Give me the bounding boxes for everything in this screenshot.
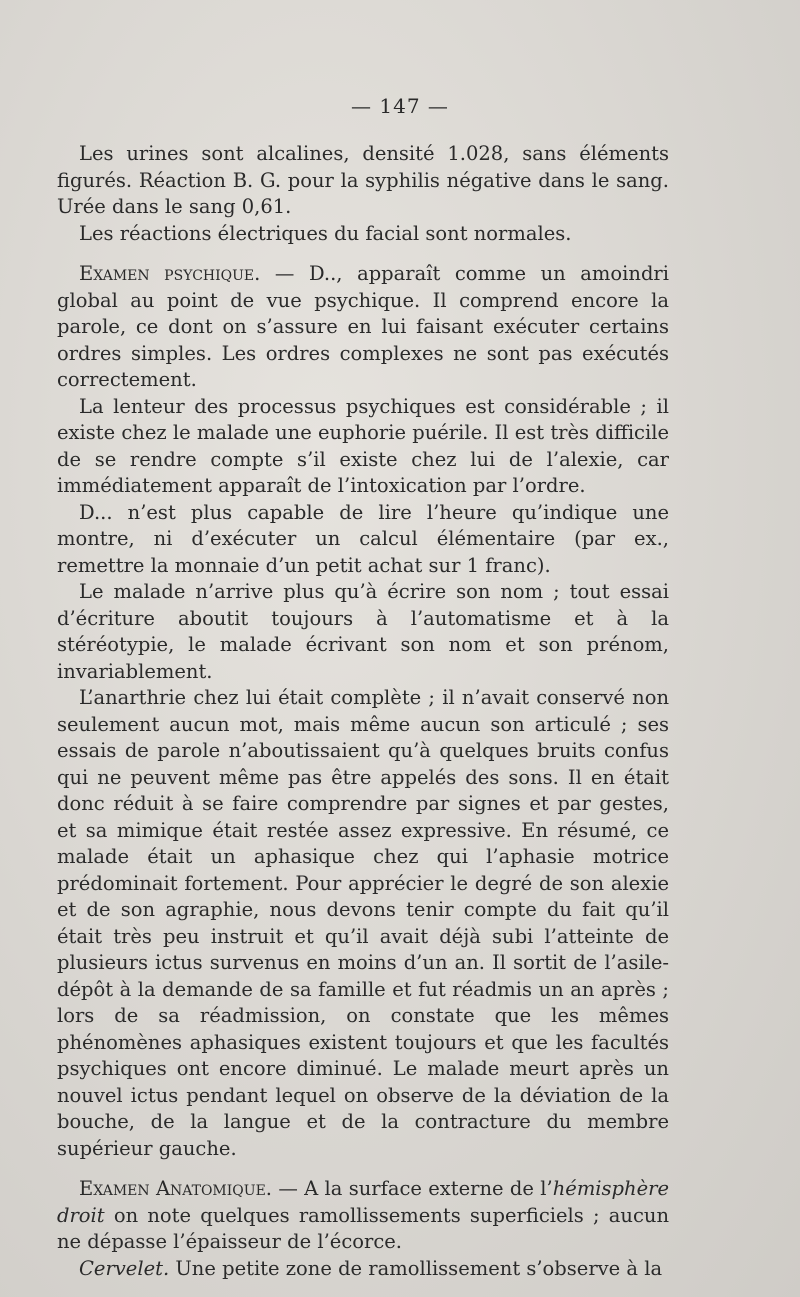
italic-term: hémisphère droit <box>57 1177 669 1227</box>
paragraph-text: on note quelques ramollissements superficiels ; aucun ne dépasse l’épaisseur de l’écorce. <box>57 1203 669 1253</box>
paragraph-reactions <box>57 221 669 248</box>
paragraph-urines <box>57 141 669 221</box>
paragraph-text: L’anarthrie chez lui était complète ; il n’avait conservé non seulement aucun mot, mais même aucun son articulé ; ses essais de parole n’aboutissaient qu’à quelques bruits confus qui ne peuvent même pas être appelés des sons. Il en était donc réduit à se faire comprendre par signes et par gestes, et sa mimique était restée assez expressive. En résumé, ce malade était un aphasique chez qui l’aphasie motrice prédominait fortement. Pour apprécier le degré de son alexie et de son agraphie, nous devons tenir compte du fait qu’il était très peu instruit et qu’il avait déjà subi l’atteinte de plusieurs ictus survenus en moins d’un an. Il sortit de l’asile-dépôt à la demande de sa famille et fut réadmis un an après ; lors de sa réadmission, on constate que les mêmes phénomènes aphasiques existent toujours et que les facultés psychiques ont encore diminué. Le malade meurt après un nouvel ictus pendant lequel on observe de la déviation de la bouche, de la langue et de la contracture du membre supérieur gauche. <box>57 686 669 1160</box>
section-heading-anatomique: Examen Anatomique. <box>79 1177 272 1200</box>
paragraph-lenteur <box>57 394 669 500</box>
paragraph-anarthrie <box>57 685 669 1162</box>
paragraph-examen-anatomique <box>57 1176 669 1256</box>
paragraph-text: D... n’est plus capable de lire l’heure qu’indique une montre, ni d’exécuter un calcul élémentaire (par ex., remettre la monnaie d’un petit achat sur 1 franc). <box>57 500 669 577</box>
paragraph-text: Une petite zone de ramollissement s’observe à la <box>169 1256 663 1280</box>
page-number: — 147 — <box>351 94 449 118</box>
body-text <box>57 141 669 1282</box>
paragraph-text: La lenteur des processus psychiques est considérable ; il existe chez le malade une euphorie puérile. Il est très difficile de se rendre compte s’il existe chez lui de l’alexie, car immédiatement apparaît de l’intoxication par l’ordre. <box>57 394 669 497</box>
paragraph-cervelet <box>57 1256 669 1283</box>
paragraph-text: Le malade n’arrive plus qu’à écrire son nom ; tout essai d’écriture aboutit toujours à l’automatisme et à la stéréotypie, le malade écrivant son nom et son prénom, invariablement. <box>57 580 669 683</box>
paragraph-examen-psychique <box>57 261 669 394</box>
paragraph-text: Les urines sont alcalines, densité 1.028, sans éléments figurés. Réaction B. G. pour la syphilis négative dans le sang. Urée dans le sang 0,61. <box>57 142 669 218</box>
paragraph-text: — A la surface externe de l’ <box>272 1177 553 1200</box>
section-heading-psychique: Examen psychique. <box>79 262 261 285</box>
paragraph-text: — D.., apparaît comme un amoindri global au point de vue psychique. Il comprend encore la parole, ce dont on s’assure en lui faisant exécuter certains ordres simples. Les ordres complexes ne sont pas exécutés correctement. <box>57 262 669 391</box>
paragraph-montre <box>57 500 669 580</box>
paragraph-text: Les réactions électriques du facial sont normales. <box>79 221 572 245</box>
italic-lead: Cervelet. <box>79 1256 170 1280</box>
paragraph-ecriture <box>57 579 669 685</box>
